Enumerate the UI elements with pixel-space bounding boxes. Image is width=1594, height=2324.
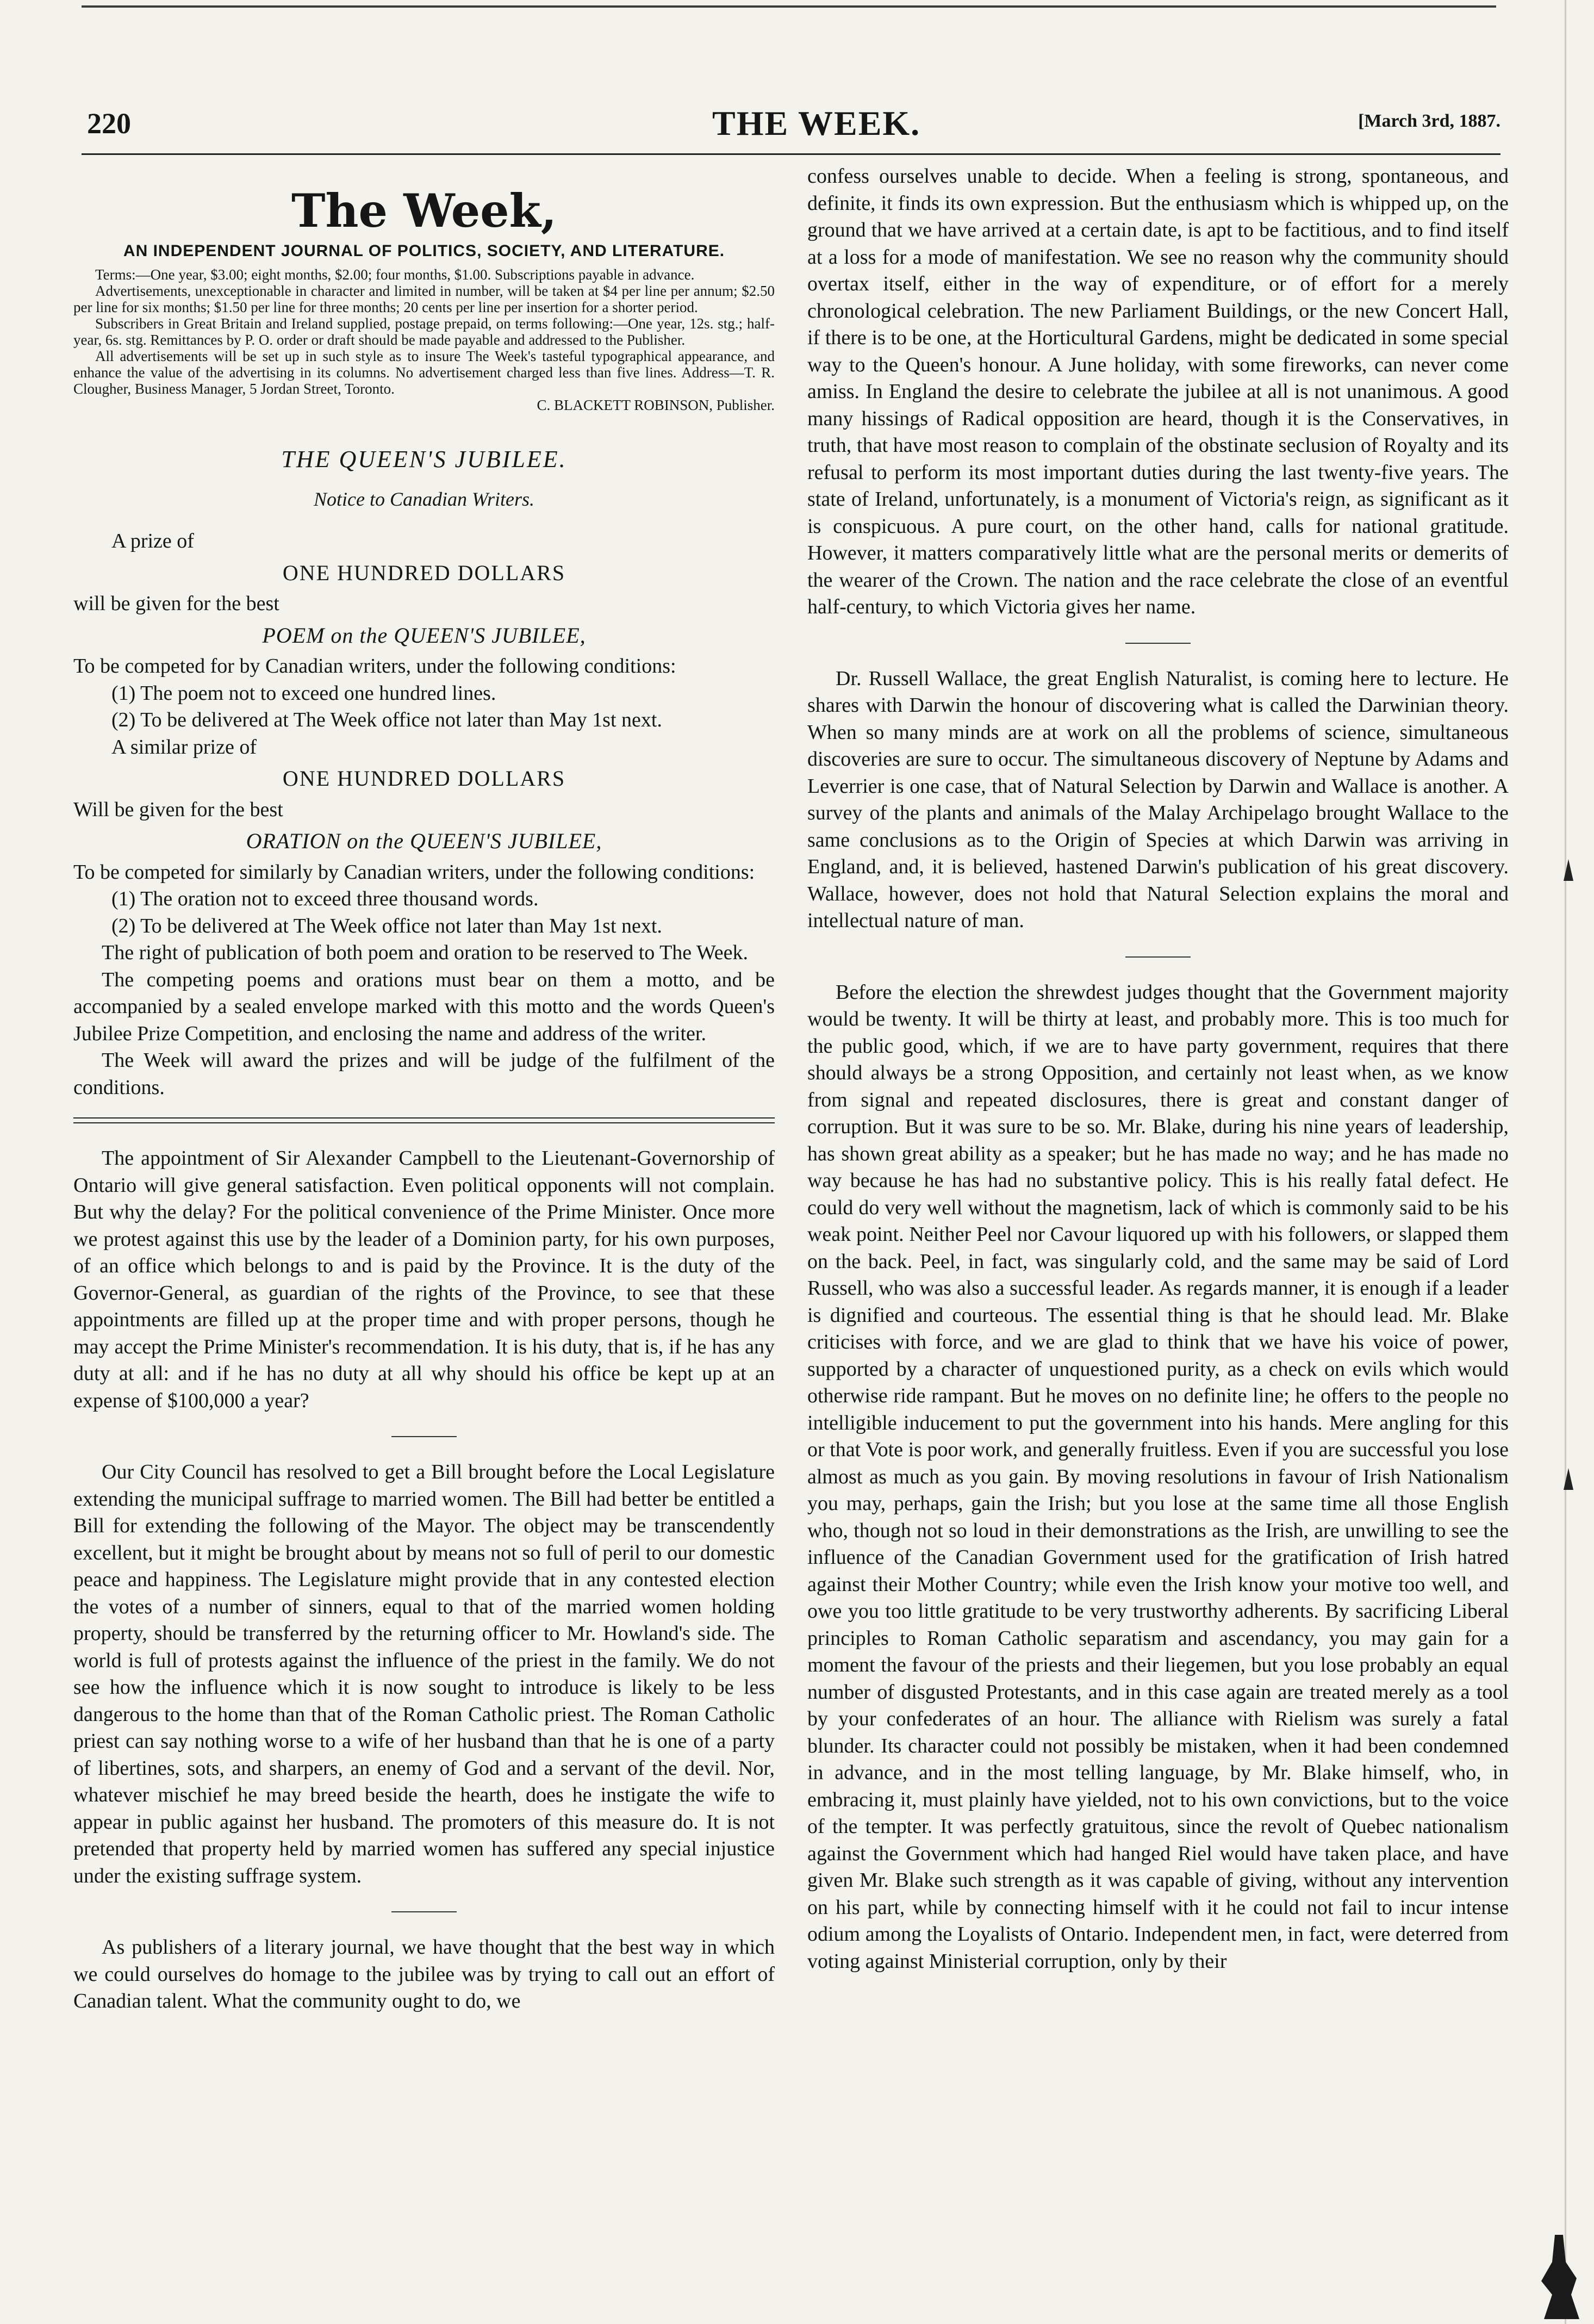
section-separator bbox=[391, 1911, 457, 1912]
publication-title: THE WEEK. bbox=[712, 104, 921, 142]
jubilee-notice: Notice to Canadian Writers. bbox=[313, 488, 534, 510]
article-campbell: The appointment of Sir Alexander Campbell to the Lieutenant-Governorship of Ontario will give general satisfaction. Even political opponents will not complain. But why the delay? For the political convenience of the Prime Minister. Once more we protest against this use by the leader of a Dominion party, for his own purposes, of an office which belongs to and is paid by the Province. It is the duty of the Governor-General, as guardian of the rights of the Province, to see that these appointments are filled up at the proper time and with proper persons, though he may accept the Prime Minister's recommendation. It is his duty, that is, if he has any duty at all: and if he has no duty at all why should his office be kept up at an expense of $100,000 a year? bbox=[73, 1147, 775, 1412]
article-wallace: Dr. Russell Wallace, the great English Naturalist, is coming here to lecture. He shares with Darwin the honour of discovering what is called the Darwinian theory. When so many minds are at work on all the problems of science, simultaneous discoveries are sure to occur. The simultaneous discovery of Neptune by Adams and Leverrier is one case, that of Natural Selection by Darwin and Wallace is another. A survey of the plants and animals of the Malay Archipelago brought Wallace to the same conclusions as to the Origin of Species at which Darwin was arriving in England, and, it is believed, hastened Darwin's publication of his great discovery. Wallace, however, does not hold that Natural Selection explains the moral and intellectual nature of man. bbox=[807, 667, 1509, 932]
masthead-title: The Week, bbox=[291, 184, 557, 238]
competed-oration: To be competed for similarly by Canadian writers, under the following conditions: bbox=[73, 860, 755, 884]
given-for-poem: will be given for the best bbox=[73, 592, 279, 615]
section-separator bbox=[1125, 643, 1191, 644]
prize-amount-oration: ONE HUNDRED DOLLARS bbox=[282, 766, 566, 791]
prize-amount-poem: ONE HUNDRED DOLLARS bbox=[282, 560, 566, 585]
page-header bbox=[87, 104, 1500, 156]
poem-condition-1: (1) The poem not to exceed one hundred lines. bbox=[111, 681, 496, 705]
competed-poem: To be competed for by Canadian writers, under the following conditions: bbox=[73, 655, 676, 678]
terms-style: All advertisements will be set up in such style as to insure The Week's tasteful typographical appearance, and enhance the value of the advertising in its columns. No advertisement charged less than five lines. Address—T. R. Clougher, Business Manager, 5 Jordan Street, Toronto. bbox=[73, 348, 775, 397]
oration-condition-2: (2) To be delivered at The Week office not later than May 1st next. bbox=[111, 914, 662, 937]
oration-title: ORATION on the QUEEN'S JUBILEE, bbox=[246, 829, 602, 853]
award-note: The Week will award the prizes and will be judge of the fulfilment of the conditions. bbox=[73, 1049, 775, 1099]
article-publishers: As publishers of a literary journal, we have thought that the best way in which we could ourselves do homage to the jubilee was by trying to call out an effort of Canadian talent. What the community ought to do, we bbox=[73, 1936, 775, 2012]
ink-blot-mark bbox=[1533, 2229, 1582, 2322]
poem-condition-2: (2) To be delivered at The Week office not later than May 1st next. bbox=[111, 709, 662, 731]
issue-date: [March 3rd, 1887. bbox=[1358, 111, 1500, 131]
article-election: Before the election the shrewdest judges thought that the Government majority would be twenty. It will be thirty at least, and probably more. This is too much for the public good, which, if we are to have party government, requires that there should always be a strong Opposition, and certainly not least when, as we know from signal and repeated disclosures, there is great and constant danger of corruption. But it was sure to be so. Mr. Blake, during his nine years of leadership, has shown great ability as a speaker; but he has made no way; and he has made no way because he has had no substantive policy. This is his really fatal defect. He could do very well without the magnetism, lack of which is commonly said to be his weak point. Neither Peel nor Cavour liquored up with his followers, or slapped them on the back. Peel, in fact, was singularly cold, and the same may be said of Lord Russell, who was also a successful leader. As regards manner, it is enough if a leader is dignified and courteous. The essential thing is that he should lead. Mr. Blake criticises with force, and we are glad to think that we have his voice of power, supported by a character of unquestioned purity, as a check on evils which would otherwise ride rampant. But he moves on no definite line; he offers to the people no intelligible inducement to put the government into his hands. Mere angling for this or that Vote is poor work, and generally fruitless. Even if you are successful you lose almost as much as you gain. By moving resolutions in favour of Irish Nationalism you may, perhaps, gain the Irish; but you lose at the same time all those English who, though not so loud in their demonstrations as the Irish, are unwilling to see the influence of the Canadian Government used for the gratification of Irish hatred against their Mother Country; while even the Irish know your motive too well, and owe you too little gratitude to be very trustworthy adherents. By sacrificing Liberal principles to Roman Catholic separatism and ascendancy, you may gain for a moment the favour of the priests and their liegemen, but you lose probably an equal number of disgusted Protestants, and in this case again are treated merely as a tool by your confederates of an hour. The alliance with Rielism was surely a fatal blunder. Its character could not possibly be mistaken, when it had been condemned in advance, and in the most telling language, by Mr. Blake himself, who, in embracing it, must plainly have yielded, not to his own convictions, but to the voice of the tempter. It was perfectly gratuitous, since the revolt of Quebec nationalism against the Government which had hanged Riel would have taken place, and have given Mr. Blake such strength as it was capable of giving, without any intervention on his part, while by connecting himself with it he could not fail to incur intense odium among the Loyalists of Ontario. Independent men, in fact, were deterred from voting against Ministerial corruption, only by their bbox=[807, 980, 1509, 1973]
page-number: 220 bbox=[87, 107, 131, 140]
poem-title: POEM on the QUEEN'S JUBILEE, bbox=[262, 623, 586, 648]
article-confess: confess ourselves unable to decide. When a feeling is strong, spontaneous, and definite, it finds its own expression. But the enthusiasm which is whipped up, on the ground that we have arrived at a certain date, is apt to be factitious, and to find itself at a loss for a mode of manifestation. We see no reason why the community should overtax itself, either in the way of expenditure, or of effort for a merely chronological celebration. The new Parliament Buildings, or the new Concert Hall, if there is to be one, at the Horticultural Gardens, might be dedicated in some special way to the Queen's honour. A June holiday, with some fireworks, can never come amiss. In England the desire to celebrate the jubilee at all is not unanimous. A good many hissings of Radical opposition are heard, though it is the Conservatives, in truth, that have most reason to complain of the obstinate seclusion of Royalty and its refusal to perform its most important duties during the last twenty-five years. The state of Ireland, unfortunately, is a monument of Victoria's reign, as significant as it is conspicuous. A pure court, on the other hand, calls for national gratitude. However, it matters comparatively little what are the personal merits or demerits of the wearer of the Crown. The nation and the race celebrate the close of an eventful half-century, to which Victoria gives her name. bbox=[807, 165, 1509, 618]
terms-block bbox=[73, 266, 775, 413]
terms-subscribers: Subscribers in Great Britain and Ireland supplied, postage prepaid, on terms following:—One year, 12s. stg.; half-year, 6s. stg. Remittances by P. O. order or draft should be made payable and addressed to the Publisher. bbox=[73, 315, 775, 348]
competing-rules: The competing poems and orations must bear on them a motto, and be accompanied by a sealed envelope marked with this motto and the words Queen's Jubilee Prize Competition, and enclosing the name and address of the writer. bbox=[73, 968, 775, 1045]
double-rule bbox=[73, 1117, 775, 1123]
oration-condition-1: (1) The oration not to exceed three thousand words. bbox=[111, 887, 539, 910]
top-border bbox=[82, 5, 1496, 8]
article-city-council: Our City Council has resolved to get a Bill brought before the Local Legislature extending the municipal suffrage to married women. The Bill had better be entitled a Bill for extending the following of the Mayor. The object may be transcendently excellent, but it might be brought about by means not so full of peril to our domestic peace and happiness. The Legislature might provide that in any contested election the votes of a number of sinners, equal to that of the married women holding property, should be transferred by the returning officer to Mr. Howland's side. The world is full of protests against the influence of the priest in the family. We do not see how the influence which it is now sought to introduce is likely to be less dangerous to the home than that of the Roman Catholic priest. The Roman Catholic priest can say nothing worse to a wife of her husband than that he is one of a party of libertines, sots, and sharpers, an enemy of God and a servant of the devil. Nor, whatever mischief he may breed beside the hearth, does he instigate the wife to appear in public against her husband. The promoters of this measure do. It is not pretended that property held by married women has suffered any special injustice under the existing suffrage system. bbox=[73, 1461, 775, 1887]
publisher-signature: C. BLACKETT ROBINSON, Publisher. bbox=[537, 397, 775, 413]
header-rule bbox=[82, 153, 1500, 155]
prize-intro: A prize of bbox=[111, 530, 194, 552]
terms-subscription: Terms:—One year, $3.00; eight months, $2.00; four months, $1.00. Subscriptions payable in advance. bbox=[95, 266, 695, 283]
masthead-subtitle: AN INDEPENDENT JOURNAL OF POLITICS, SOCIETY, AND LITERATURE. bbox=[123, 242, 725, 260]
terms-advertisements: Advertisements, unexceptionable in character and limited in number, will be taken at $4 per line per annum; $2.50 per line for six months; $1.50 per line for three months; 20 cents per line per insertion for a shorter period. bbox=[73, 283, 775, 315]
left-column bbox=[73, 163, 775, 2015]
jubilee-heading: THE QUEEN'S JUBILEE. bbox=[281, 446, 567, 473]
similar-prize: A similar prize of bbox=[111, 735, 257, 759]
given-for-oration: Will be given for the best bbox=[73, 798, 283, 821]
right-column bbox=[807, 163, 1509, 1975]
publication-rights: The right of publication of both poem and oration to be reserved to The Week. bbox=[102, 941, 749, 964]
binding-edge bbox=[1565, 0, 1566, 2324]
section-separator bbox=[1125, 956, 1191, 958]
section-separator bbox=[391, 1436, 457, 1437]
